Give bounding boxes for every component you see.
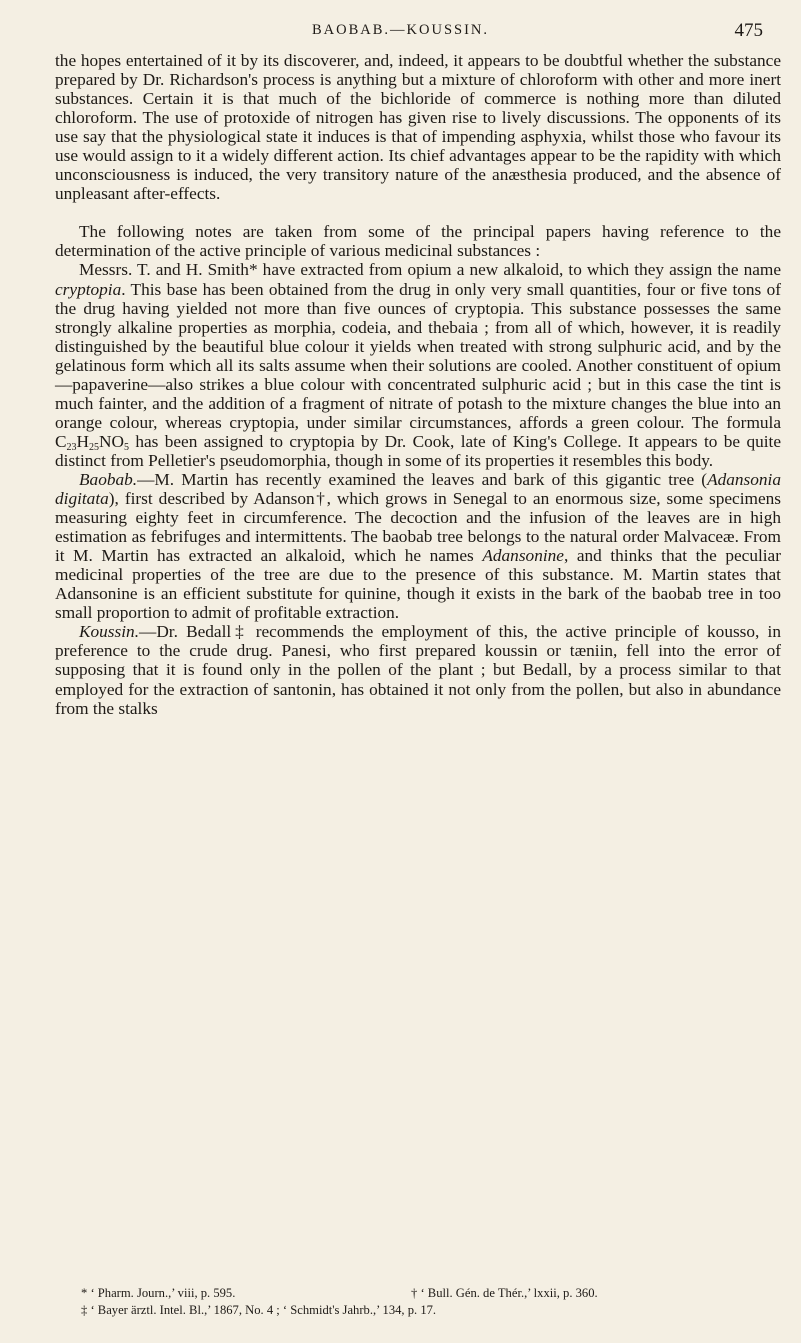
- footnote-row: [55, 1285, 781, 1302]
- species-name: Adansonia digitata: [55, 469, 781, 509]
- footnote-2: † ‘ Bull. Gén. de Thér.,’ lxxii, p. 360.: [411, 1286, 598, 1300]
- section-head-baobab: Baobab.: [79, 469, 138, 489]
- footnote-3: ‡ ‘ Bayer ärztl. Intel. Bl.,’ 1867, No. 4 ; ‘ Schmidt's Jahrb.,’ 134, p. 17.: [81, 1303, 437, 1317]
- footnote-row: [55, 1302, 781, 1319]
- section-head-koussin: Koussin.: [79, 622, 140, 642]
- body-text: [55, 51, 781, 718]
- paragraph-cryptopia: Messrs. T. and H. Smith* have extracted from opium a new alkaloid, to which they assign the name cryptopia. This base has been obtained from the drug in only very small quantities, four or five tons of the drug having yielded not more than five ounces of cryptopia. This substance possesses the same strongly alkaline properties as morphia, codeia, and thebaia ; from all of which, however, it is readily distinguished by the beautiful blue colour it yields when treated with strong sulphuric acid, and by the gelatinous form which all its salts assume when their solutions are cooled. Another constituent of opium—papaverine—also strikes a blue colour with concentrated sulphuric acid ; but in this case the tint is much fainter, and the addition of a fragment of nitrate of potash to the mixture changes the blue into an orange colour, whereas cryptopia, under similar circumstances, affords a green colour. The formula $C_{23}H_{25}NO_5$ has been assigned to cryptopia by Dr. Cook, late of King's College. It appears to be quite distinct from Pelletier's pseudomorphia, though in some of its properties it resembles this body.: [55, 260, 781, 470]
- chemical-formula: $C_{23}H_{25}NO_5$: [55, 431, 129, 453]
- paragraph-continuation: the hopes entertained of it by its discoverer, and, indeed, it appears to be doubtful whether the substance prepared by Dr. Richardson's process is anything but a mixture of chloroform with other and more inert substances. Certain it is that much of the bichloride of commerce is nothing more than diluted chloroform. The use of protoxide of nitrogen has given rise to lively discussions. The opponents of its use say that the physiological state it induces is that of impending asphyxia, whilst those who favour its use would assign to it a widely different action. Its chief advantages appear to be the rapidity with which unconsciousness is induced, the very transitory nature of the anæsthesia produced, and the absence of unpleasant after-effects.: [55, 51, 781, 204]
- paragraph-koussin: Koussin.—Dr. Bedall‡ recommends the employment of this, the active principle of kousso, in preference to the crude drug. Panesi, who first prepared koussin or tæniin, fell into the error of supposing that it is found only in the pollen of the plant ; but Bedall, by a process similar to that employed for the extraction of santonin, has obtained it not only from the pollen, but also in abundance from the stalks: [55, 622, 781, 718]
- paragraph-baobab: Baobab.—M. Martin has recently examined the leaves and bark of this gigantic tree (Adansonia digitata), first described by Adanson†, which grows in Senegal to an enormous size, some specimens measuring eighty feet in circumference. The decoction and the infusion of the leaves are in high estimation as febrifuges and intermittents. The baobab tree belongs to the natural order Malvaceæ. From it M. Martin has extracted an alkaloid, which he names Adansonine, and thinks that the peculiar medicinal properties of the tree are due to the presence of this substance. M. Martin states that Adansonine is an efficient substitute for quinine, though it exists in the bark of the baobab tree in too small proportion to admit of profitable extraction.: [55, 469, 781, 623]
- running-head: [0, 20, 801, 44]
- page-number: 475: [734, 20, 763, 41]
- footnote-1: * ‘ Pharm. Journ.,’ viii, p. 595.: [81, 1286, 236, 1300]
- running-title: BAOBAB.—KOUSSIN.: [311, 22, 490, 38]
- paragraph-intro: The following notes are taken from some of the principal papers having reference to the determination of the active principle of various medicinal substances :: [55, 222, 781, 261]
- footnotes: [55, 1285, 781, 1319]
- adansonine-term: Adansonine: [482, 546, 564, 566]
- cryptopia-term: cryptopia: [55, 279, 122, 299]
